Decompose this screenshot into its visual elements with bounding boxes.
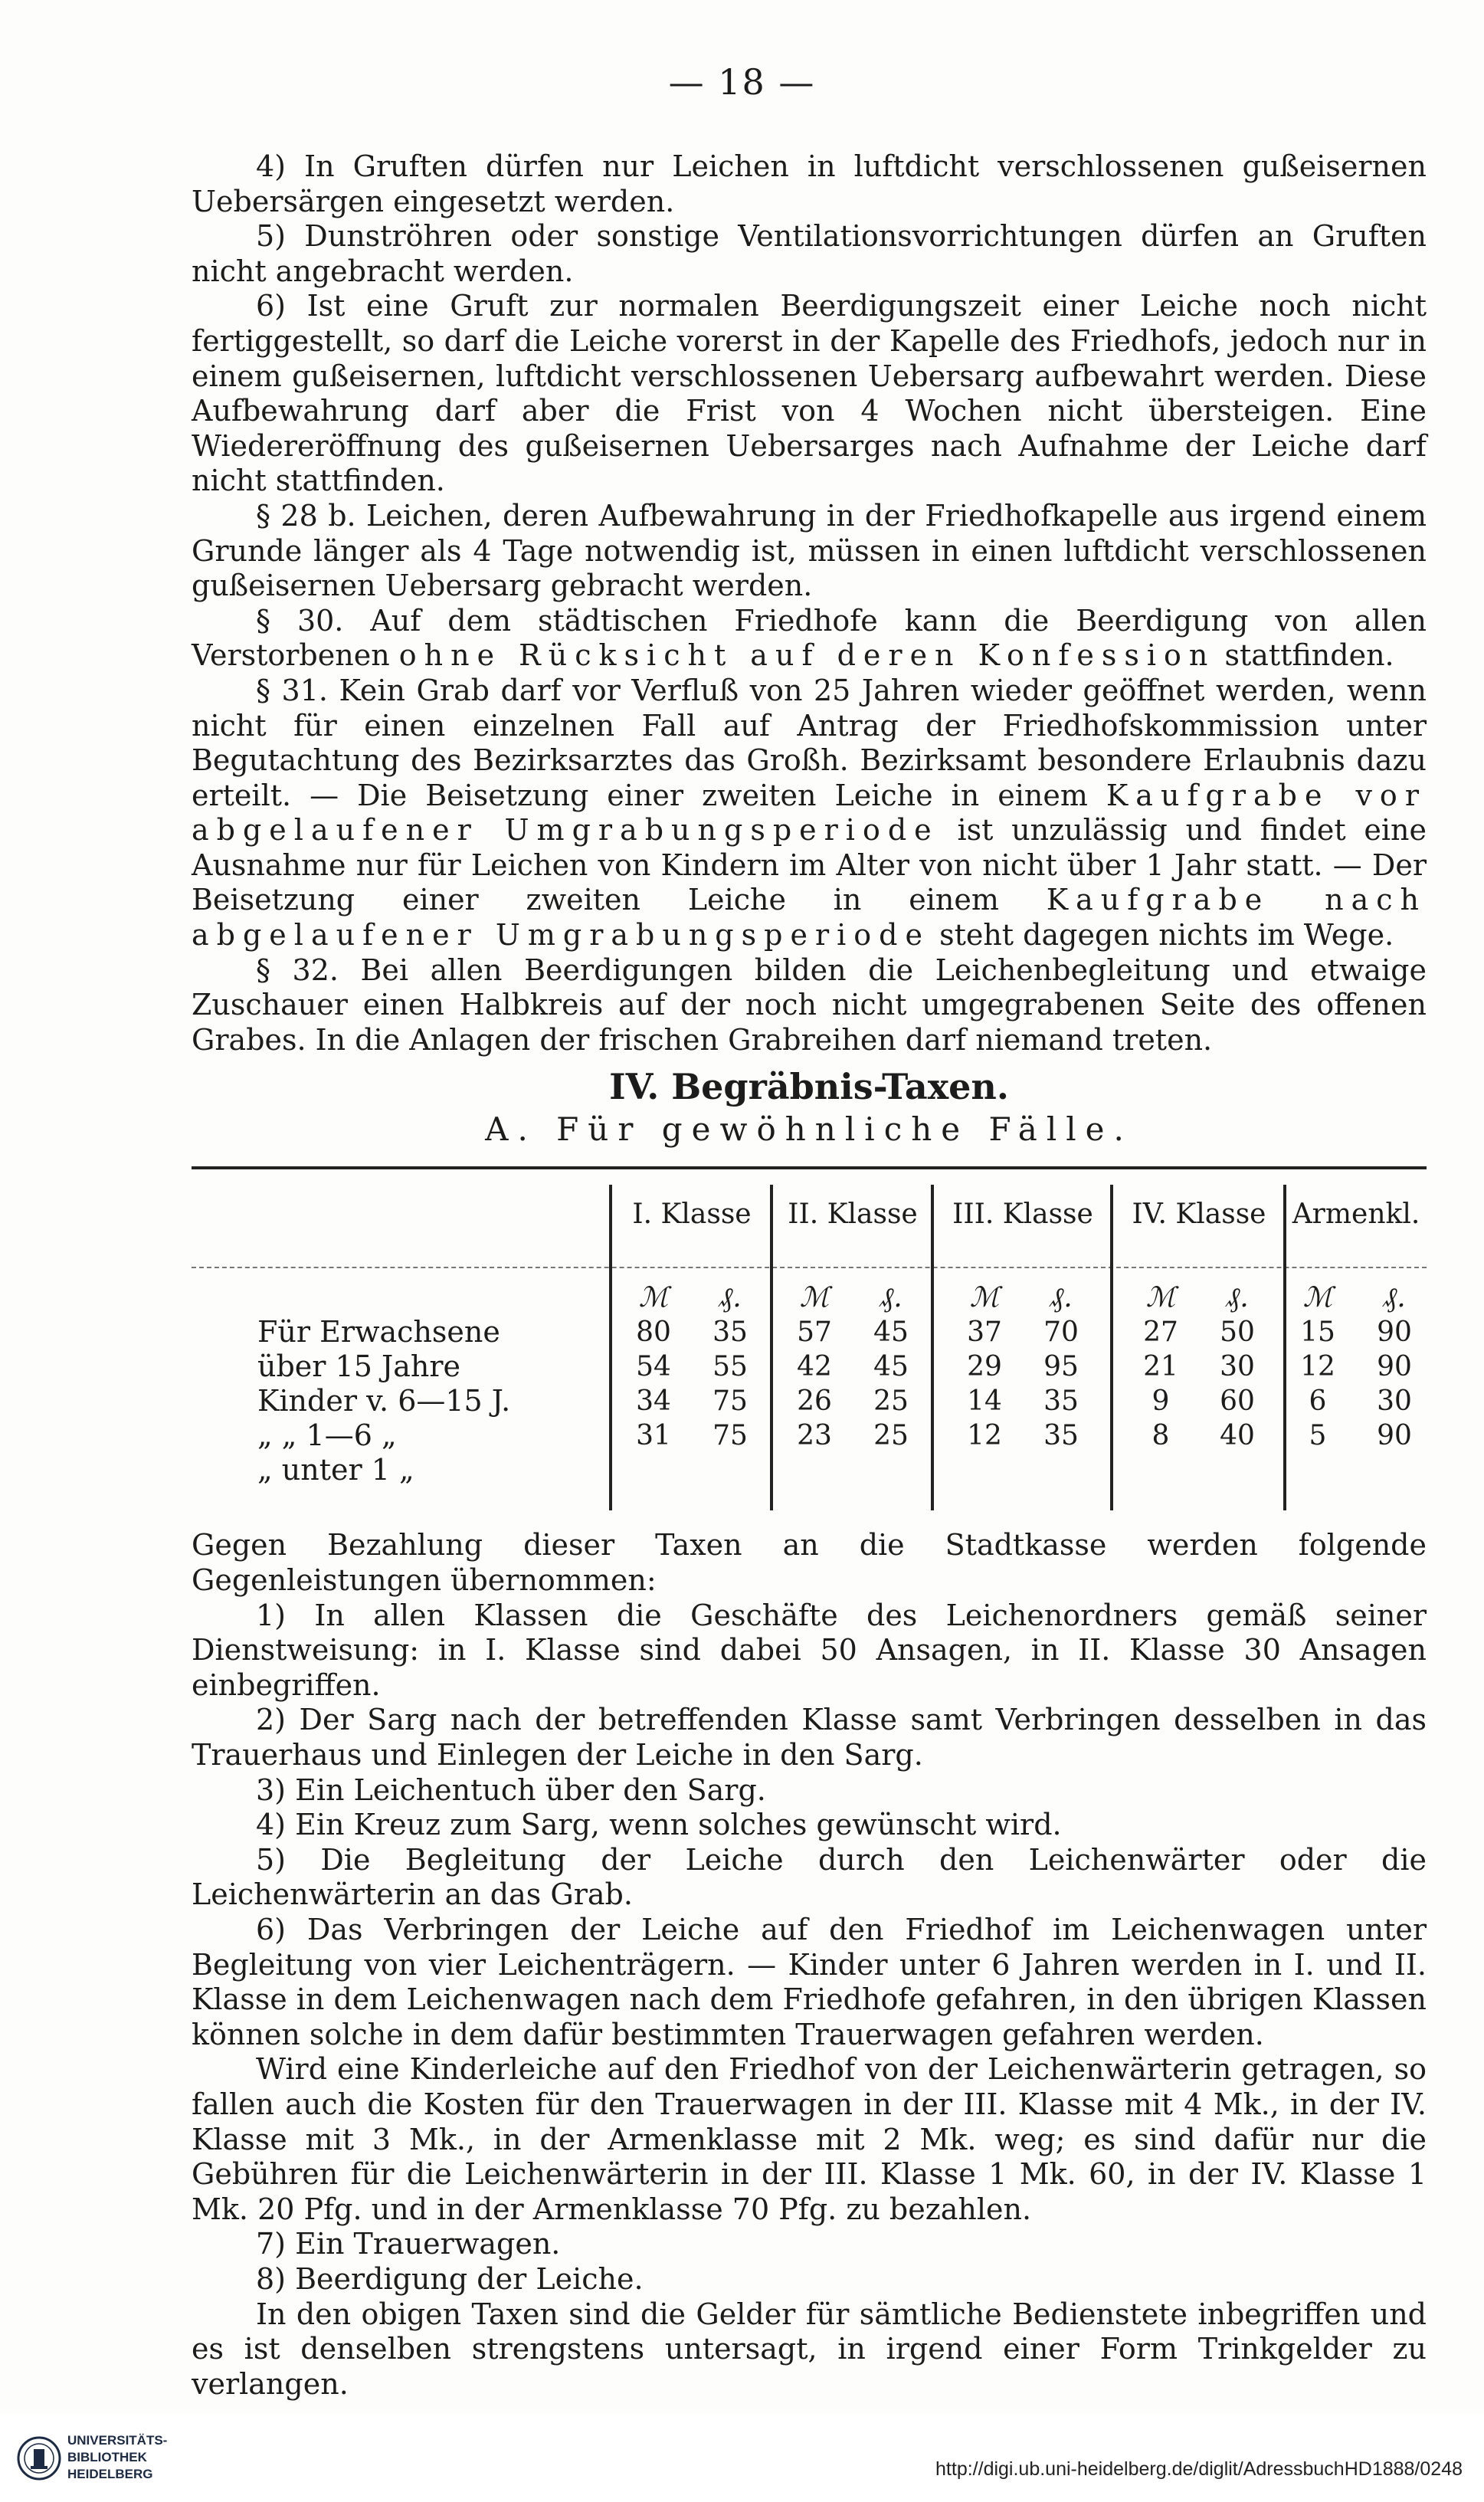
table-cell-value: 90 xyxy=(1377,1351,1412,1383)
unit-mark-label: ℳ xyxy=(1302,1282,1333,1314)
p30-text-b: stattfinden. xyxy=(1224,638,1394,673)
table-cell-value: 8 xyxy=(1151,1420,1170,1452)
table-row-label: „ „ 1—6 „ xyxy=(257,1418,397,1453)
table-cell-value: 6 xyxy=(1309,1385,1327,1418)
unit-mark-label: ℳ xyxy=(638,1282,669,1314)
fee-table xyxy=(192,1166,1427,1522)
unit-pfennig-label: ₰. xyxy=(719,1282,742,1314)
table-column-rule xyxy=(1110,1185,1113,1510)
after-table-paragraph: In den obigen Taxen sind die Gelder für sämtliche Bedienstete inbegriffen und es ist denselben strengstens untersagt, in irgend einer Form Trinkgelder zu verlangen. xyxy=(192,2297,1427,2401)
table-column-rule xyxy=(931,1185,934,1510)
after-table-paragraph: Wird eine Kinderleiche auf den Friedhof von der Leichenwärterin getragen, so fallen auch die Kosten für den Trauerwagen in der III. Klasse mit 4 Mk., in der IV. Klasse mit 3 Mk., in der Armenklasse mit 2 Mk. weg; es sind dafür nur die Gebühren für die Leichenwärterin in der III. Klasse 1 Mk. 60, in der IV. Klasse 1 Mk. 20 Pfg. und in der Armenklasse 70 Pfg. zu bezahlen. xyxy=(192,2052,1427,2226)
table-column-rule xyxy=(609,1185,612,1510)
table-header-divider xyxy=(192,1267,1427,1268)
after-table-paragraph: 3) Ein Leichentuch über den Sarg. xyxy=(256,1772,766,1807)
unit-mark-label: ℳ xyxy=(1145,1282,1176,1314)
table-cell-value: 29 xyxy=(967,1351,1002,1383)
paragraph-28b: § 28 b. Leichen, deren Aufbewahrung in der Friedhofkapelle aus irgend einem Grunde länger als 4 Tage notwendig ist, müssen in einen luftdicht verschlossenen gußeisernen Uebersarg gebracht werden. xyxy=(192,498,1427,603)
table-cell-value: 42 xyxy=(797,1351,832,1383)
page-number: — 18 — xyxy=(668,61,816,103)
table-cell-value: 40 xyxy=(1220,1420,1255,1452)
paragraph-32: § 32. Bei allen Beerdigungen bilden die Leichenbegleitung und etwaige Zuschauer einen Halbkreis auf der noch nicht umgegrabenen Seite des offenen Grabes. In die Anlagen der frischen Grabreihen darf niemand treten. xyxy=(192,953,1427,1057)
p31-spaced-2: Kaufgrabe nach abgelaufener Umgrabungsperiode xyxy=(192,883,1427,953)
library-seal-icon xyxy=(17,2432,61,2484)
table-cell-value: 75 xyxy=(713,1385,748,1418)
table-column-header: IV. Klasse xyxy=(1132,1199,1266,1231)
paragraph-4: 4) In Gruften dürfen nur Leichen in luftdicht verschlossenen gußeisernen Uebersärgen eingesetzt werden. xyxy=(192,149,1427,218)
logo-line-1: UNIVERSITÄTS- xyxy=(67,2433,168,2448)
after-table-paragraph: 1) In allen Klassen die Geschäfte des Leichenordners gemäß seiner Dienstweisung: in I. Klasse sind dabei 50 Ansagen, in II. Klasse 30 Ansagen einbegriffen. xyxy=(192,1598,1427,1702)
library-name xyxy=(67,2432,167,2483)
paragraph-30 xyxy=(192,604,1427,674)
after-table-paragraph: 4) Ein Kreuz zum Sarg, wenn solches gewünscht wird. xyxy=(256,1808,1062,1842)
after-table-paragraph: 7) Ein Trauerwagen. xyxy=(256,2227,561,2261)
table-column-header: I. Klasse xyxy=(632,1199,752,1231)
p30-text-a: § 30. Auf dem städtischen Friedhofe kann die Beerdigung von allen Verstorbenen xyxy=(192,603,1427,673)
table-cell-value: 12 xyxy=(1300,1351,1335,1383)
table-cell-value: 9 xyxy=(1151,1385,1170,1418)
table-cell-value: 30 xyxy=(1377,1385,1412,1418)
unit-mark-label: ℳ xyxy=(799,1282,830,1314)
logo-line-2: BIBLIOTHEK xyxy=(67,2450,147,2464)
paragraph-31 xyxy=(192,674,1427,953)
after-table-paragraph: 2) Der Sarg nach der betreffenden Klasse samt Verbringen desselben in das Trauerhaus und Einlegen der Leiche in den Sarg. xyxy=(192,1703,1427,1772)
table-column-header: II. Klasse xyxy=(788,1199,918,1231)
table-cell-value: 35 xyxy=(1043,1420,1079,1452)
table-row-label: über 15 Jahre xyxy=(257,1349,460,1384)
table-cell-value: 80 xyxy=(636,1317,671,1349)
after-table-paragraph: 5) Die Begleitung der Leiche durch den Leichenwärter oder die Leichenwärterin an das Grab. xyxy=(192,1842,1427,1912)
table-cell-value: 57 xyxy=(797,1317,832,1349)
section-subtitle: A. Für gewöhnliche Fälle. xyxy=(485,1110,1133,1149)
table-cell-value: 23 xyxy=(797,1420,832,1452)
table-row-label: „ unter 1 „ xyxy=(257,1453,414,1487)
table-row-label: Kinder v. 6—15 J. xyxy=(257,1384,511,1418)
after-table-paragraph: Gegen Bezahlung dieser Taxen an die Stadtkasse werden folgende Gegenleistungen übernommen: xyxy=(192,1528,1427,1598)
table-cell-value: 34 xyxy=(636,1385,671,1418)
table-cell-value: 45 xyxy=(873,1317,909,1349)
library-logo[interactable] xyxy=(17,2428,185,2489)
table-cell-value: 30 xyxy=(1220,1351,1255,1383)
table-cell-value: 60 xyxy=(1220,1385,1255,1418)
after-table-text xyxy=(192,1528,1427,2402)
table-cell-value: 90 xyxy=(1377,1420,1412,1452)
table-cell-value: 37 xyxy=(967,1317,1002,1349)
p31-text-c: steht dagegen nichts im Wege. xyxy=(939,918,1394,953)
section-title: IV. Begräbnis-Taxen. xyxy=(609,1066,1009,1108)
unit-pfennig-label: ₰. xyxy=(1226,1282,1249,1314)
unit-pfennig-label: ₰. xyxy=(1383,1282,1406,1314)
table-cell-value: 90 xyxy=(1377,1317,1412,1349)
table-cell-value: 15 xyxy=(1300,1317,1335,1349)
table-cell-value: 12 xyxy=(967,1420,1002,1452)
table-cell-value: 45 xyxy=(873,1351,909,1383)
table-cell-value: 25 xyxy=(873,1385,909,1418)
footer xyxy=(0,2414,1484,2502)
table-cell-value: 27 xyxy=(1143,1317,1178,1349)
table-column-header: Armenkl. xyxy=(1292,1199,1420,1231)
table-cell-value: 14 xyxy=(967,1385,1002,1418)
after-table-paragraph: 6) Das Verbringen der Leiche auf den Friedhof im Leichenwagen unter Begleitung von vier Leichenträgern. — Kinder unter 6 Jahren werden in I. und II. Klasse in dem Leichenwagen nach dem Friedhofe gefahren, in den übrigen Klassen können solche in dem dafür bestimmten Trauerwagen gefahren werden. xyxy=(192,1912,1427,2051)
table-cell-value: 55 xyxy=(713,1351,748,1383)
table-cell-value: 70 xyxy=(1043,1317,1079,1349)
table-cell-value: 54 xyxy=(636,1351,671,1383)
table-cell-value: 25 xyxy=(873,1420,909,1452)
table-cell-value: 5 xyxy=(1309,1420,1327,1452)
paragraph-6: 6) Ist eine Gruft zur normalen Beerdigungszeit einer Leiche noch nicht fertiggestellt, so darf die Leiche vorerst in der Kapelle des Friedhofs, jedoch nur in einem gußeisernen, luftdicht verschlossenen Uebersarg aufbewahrt werden. Diese Aufbewahrung darf aber die Frist von 4 Wochen nicht übersteigen. Eine Wiedereröffnung des gußeisernen Uebersarges nach Aufnahme der Leiche darf nicht stattfinden. xyxy=(192,289,1427,498)
table-cell-value: 21 xyxy=(1143,1351,1178,1383)
paragraph-5: 5) Dunströhren oder sonstige Ventilationsvorrichtungen dürfen an Gruften nicht angebracht werden. xyxy=(192,219,1427,288)
table-cell-value: 26 xyxy=(797,1385,832,1418)
p30-spaced: ohne Rücksicht auf deren Konfession xyxy=(398,638,1216,673)
table-row-label: Für Erwachsene xyxy=(257,1315,500,1349)
p31-text-a: § 31. Kein Grab darf vor Verfluß von 25 Jahren wieder geöffnet werden, wenn nicht für einen einzelnen Fall auf Antrag der Friedhofskommission unter Begutachtung des Bezirksarztes das Großh. Bezirksamt besondere Erlaubnis dazu erteilt. — Die Beisetzung einer zweiten Leiche in einem xyxy=(192,673,1427,812)
p31-spaced-1: Kaufgrabe vor abgelaufener Umgrabungsperiode xyxy=(192,778,1427,848)
table-cell-value: 35 xyxy=(1043,1385,1079,1418)
table-cell-value: 31 xyxy=(636,1420,671,1452)
body-text xyxy=(192,149,1427,2402)
table-cell-value: 75 xyxy=(713,1420,748,1452)
unit-mark-label: ℳ xyxy=(969,1282,1000,1314)
table-column-rule xyxy=(770,1185,773,1510)
table-cell-value: 95 xyxy=(1043,1351,1079,1383)
p31-text-b: ist unzulässig und findet eine Ausnahme nur für Leichen von Kindern im Alter von nicht über 1 Jahr statt. — Der Beisetzung einer zweiten Leiche in einem xyxy=(192,813,1427,917)
logo-line-3: HEIDELBERG xyxy=(67,2467,153,2481)
table-cell-value: 35 xyxy=(713,1317,748,1349)
source-url[interactable]: http://digi.ub.uni-heidelberg.de/diglit/AdressbuchHD1888/0248 xyxy=(935,2458,1463,2480)
unit-pfennig-label: ₰. xyxy=(1050,1282,1073,1314)
table-cell-value: 50 xyxy=(1220,1317,1255,1349)
after-table-paragraph: 8) Beerdigung der Leiche. xyxy=(256,2261,644,2296)
table-column-header: III. Klasse xyxy=(952,1199,1093,1231)
unit-pfennig-label: ₰. xyxy=(880,1282,903,1314)
